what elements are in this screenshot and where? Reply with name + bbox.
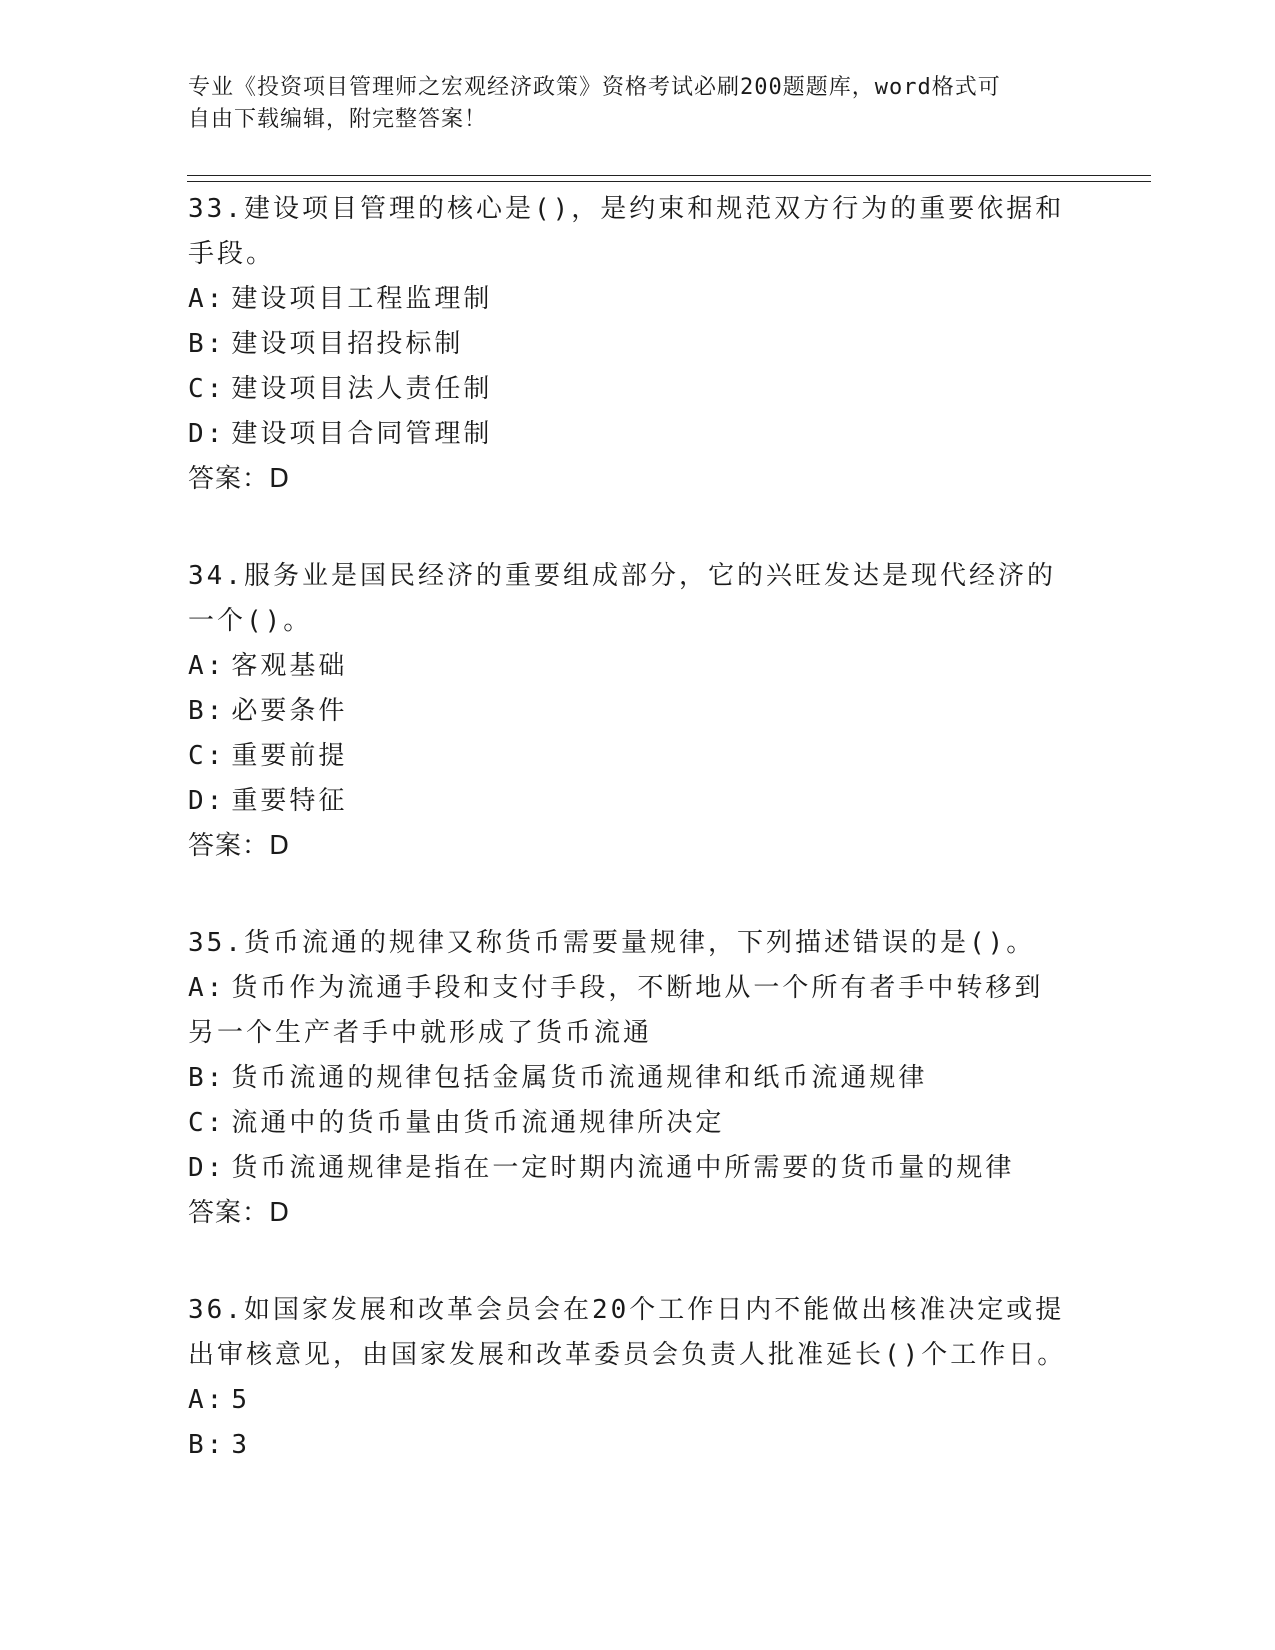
option-text: 建设项目招投标制	[231, 329, 464, 359]
option-d: D: 建设项目合同管理制	[188, 412, 1068, 457]
option-letter: A	[188, 284, 207, 314]
option-letter: D	[188, 786, 207, 816]
option-d: D: 重要特征	[188, 779, 1068, 824]
question-stem: 34.服务业是国民经济的重要组成部分，它的兴旺发达是现代经济的一个()。	[188, 561, 1056, 636]
answer-value: D	[269, 831, 291, 861]
option-text: 货币流通规律是指在一定时期内流通中所需要的货币量的规律	[231, 1153, 1015, 1183]
option-letter: B	[188, 1430, 207, 1460]
document-header	[188, 72, 1068, 136]
answer-label: 答案：	[188, 1198, 270, 1228]
option-c: C: 流通中的货币量由货币流通规律所决定	[188, 1101, 1068, 1146]
option-b: B: 建设项目招投标制	[188, 322, 1068, 367]
option-text: 流通中的货币量由货币流通规律所决定	[231, 1108, 725, 1138]
option-b: B: 货币流通的规律包括金属货币流通规律和纸币流通规律	[188, 1056, 1068, 1101]
question-36	[188, 1288, 1068, 1468]
question-34	[188, 554, 1068, 869]
answer-value: D	[269, 1198, 291, 1228]
question-33	[188, 187, 1068, 502]
header-divider-top	[187, 175, 1151, 176]
option-b: B: 必要条件	[188, 689, 1068, 734]
question-list	[188, 187, 1068, 1520]
header-line-1: 专业《投资项目管理师之宏观经济政策》资格考试必刷200题题库，word格式可	[188, 75, 1001, 100]
answer-line	[188, 457, 1068, 502]
option-c: C: 重要前提	[188, 734, 1068, 779]
answer-line	[188, 1191, 1068, 1236]
answer-line	[188, 824, 1068, 869]
option-text: 客观基础	[231, 651, 348, 681]
option-text: 5	[231, 1385, 250, 1415]
answer-value: D	[269, 464, 291, 494]
question-stem: 33.建设项目管理的核心是()，是约束和规范双方行为的重要依据和手段。	[188, 194, 1065, 269]
option-text: 建设项目合同管理制	[231, 419, 493, 449]
option-letter: B	[188, 696, 207, 726]
option-b: B: 3	[188, 1423, 1068, 1468]
option-text: 货币流通的规律包括金属货币流通规律和纸币流通规律	[231, 1063, 928, 1093]
question-stem: 35.货币流通的规律又称货币需要量规律，下列描述错误的是()。	[188, 928, 1036, 958]
option-text: 建设项目工程监理制	[231, 284, 493, 314]
option-d: D: 货币流通规律是指在一定时期内流通中所需要的货币量的规律	[188, 1146, 1068, 1191]
header-divider-bottom	[187, 181, 1151, 182]
option-letter: C	[188, 1108, 207, 1138]
option-letter: B	[188, 329, 207, 359]
option-text: 货币作为流通手段和支付手段，不断地从一个所有者手中转移到另一个生产者手中就形成了货币流通	[188, 973, 1044, 1048]
option-letter: D	[188, 1153, 207, 1183]
option-text: 重要特征	[231, 786, 348, 816]
option-letter: A	[188, 651, 207, 681]
option-letter: C	[188, 741, 207, 771]
option-a: A: 客观基础	[188, 644, 1068, 689]
answer-label: 答案：	[188, 464, 270, 494]
option-text: 必要条件	[231, 696, 348, 726]
option-letter: B	[188, 1063, 207, 1093]
question-35	[188, 921, 1068, 1236]
option-text: 建设项目法人责任制	[231, 374, 493, 404]
option-letter: D	[188, 419, 207, 449]
header-line-2: 自由下载编辑，附完整答案！	[188, 107, 488, 132]
option-c: C: 建设项目法人责任制	[188, 367, 1068, 412]
option-a: A: 货币作为流通手段和支付手段，不断地从一个所有者手中转移到另一个生产者手中就形成了货币流通	[188, 966, 1068, 1056]
option-letter: A	[188, 1385, 207, 1415]
option-letter: A	[188, 973, 207, 1003]
answer-label: 答案：	[188, 831, 270, 861]
option-a: A: 5	[188, 1378, 1068, 1423]
option-a: A: 建设项目工程监理制	[188, 277, 1068, 322]
option-letter: C	[188, 374, 207, 404]
option-text: 重要前提	[231, 741, 348, 771]
option-text: 3	[231, 1430, 250, 1460]
question-stem: 36.如国家发展和改革会员会在20个工作日内不能做出核准决定或提出审核意见，由国家发展和改革委员会负责人批准延长()个工作日。	[188, 1295, 1067, 1370]
